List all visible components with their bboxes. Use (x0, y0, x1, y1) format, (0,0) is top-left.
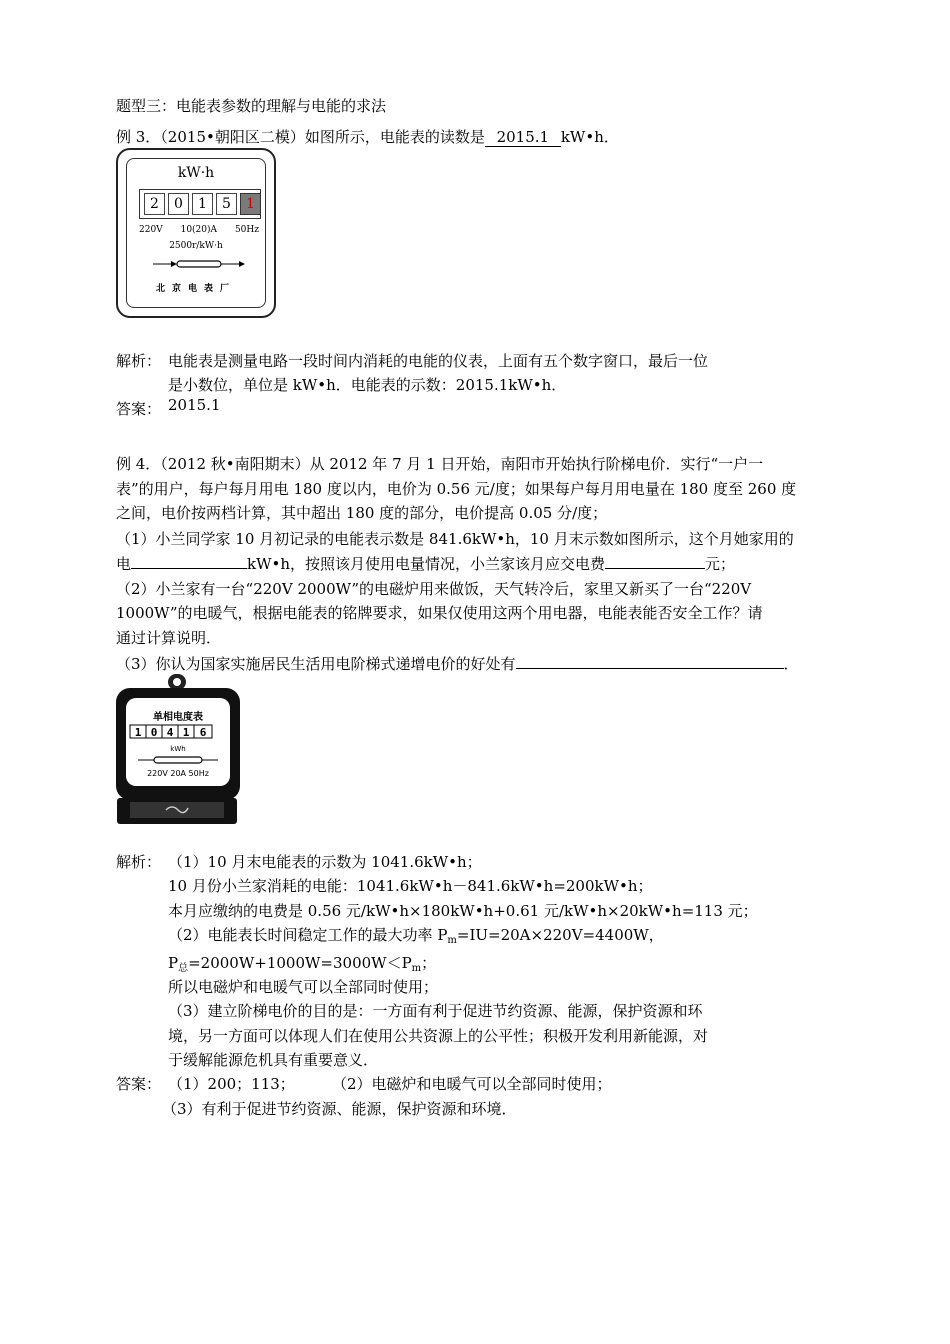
meter-digit: 2 (144, 193, 165, 215)
meter-digit: 1 (182, 726, 190, 739)
meter-frequency: 50Hz (234, 225, 259, 235)
subscript-total: 总 (178, 963, 189, 974)
meter-decimal-digit: 6 (199, 726, 207, 739)
example-4-analysis-label: 解析： (116, 853, 162, 871)
example-4-q2-line-3: 通过计算说明． (116, 629, 222, 647)
meter-digit: 0 (150, 726, 158, 739)
meter-spec: 220V 20A 50Hz (147, 769, 209, 778)
q1-energy-blank (131, 568, 247, 569)
analysis-line-6: 所以电磁炉和电暖气可以全部同时使用； (168, 978, 439, 996)
q3-text: （3）你认为国家实施居民生活用电阶梯式递增电价的好处有 (116, 655, 516, 673)
analysis-line-9: 于缓解能源危机具有重要意义． (168, 1051, 379, 1069)
q1-text-end: 元； (705, 555, 736, 573)
q3-end: ． (783, 655, 799, 673)
example-4-q1-line-2 (116, 554, 735, 574)
example-3-analysis-label: 解析： (116, 352, 162, 370)
meter-digit: 0 (168, 193, 189, 215)
example-4-q2-line-2: 1000W”的电暖气，根据电能表的铭牌要求，如果仅使用这两个用电器，电能表能否安全工作？请 (116, 604, 763, 622)
meter-decimal-digit: 1 (240, 193, 261, 215)
example-4-line-1: 例 4．（2012 秋•南阳期末）从 2012 年 7 月 1 日开始，南阳市开始执行阶梯电价．实行“一户一 (116, 455, 764, 473)
analysis-line-4 (168, 925, 664, 945)
example-4-answer-label: 答案： (116, 1075, 162, 1093)
q3-blank (516, 668, 784, 669)
meter-digit: 1 (192, 193, 213, 215)
analysis-line-8: 境，另一方面可以体现人们在使用公共资源上的公平性；积极开发利用新能源，对 (168, 1027, 709, 1045)
meter-voltage: 220V (139, 225, 163, 235)
q1-text-mid: kW•h，按照该月使用电量情况，小兰家该月应交电费 (247, 555, 606, 573)
meter-revolutions: 2500r/kW·h (169, 241, 223, 251)
analysis-line-5 (168, 953, 436, 973)
power-symbol: P (168, 954, 179, 972)
example-3-question (116, 127, 619, 147)
subscript-m: m (447, 935, 457, 946)
analysis-line-5-mid: =2000W+1000W=3000W＜P (188, 954, 412, 972)
q1-text-pre: 电 (116, 555, 132, 573)
example-3-answer-label: 答案： (116, 400, 162, 418)
answer-2: （2）电磁炉和电暖气可以全部同时使用； (332, 1075, 612, 1093)
analysis-line-3: 本月应缴纳的电费是 0.56 元/kW•h×180kW•h+0.61 元/kW•h×20kW•h=113 元； (168, 902, 758, 920)
analysis-line-1: （1）10 月末电能表的示数为 1041.6kW•h； (168, 853, 482, 871)
example-3-unit: kW•h． (560, 128, 619, 146)
section-title: 题型三：电能表参数的理解与电能的求法 (116, 97, 387, 115)
meter-current: 10(20)A (180, 225, 218, 235)
meter-disk-icon (154, 757, 202, 763)
meter-title: 单相电度表 (153, 712, 203, 723)
answer-3: （3）有利于促进节约资源、能源，保护资源和环境． (162, 1100, 517, 1118)
meter-unit-label: kWh (170, 745, 186, 753)
example-3-blank: 2015.1 (485, 128, 561, 147)
meter-disk-icon (153, 260, 245, 268)
analysis-line-4-post: =IU=20A×220V=4400W， (456, 926, 664, 944)
q1-fee-blank (605, 568, 705, 569)
meter-face (126, 158, 266, 308)
example-4-q2-line-1: （2）小兰家有一台“220V 2000W”的电磁炉用来做饭，天气转冷后，家里又新买了一台“220V (116, 580, 752, 598)
meter-spec (139, 225, 259, 235)
answer-1: （1）200；113； (168, 1075, 295, 1093)
example-3-answer: 2015.1 (168, 396, 221, 414)
analysis-line-7: （3）建立阶梯电价的目的是：一方面有利于促进节约资源、能源，保护资源和环 (168, 1002, 703, 1020)
example-4-line-2: 表”的用户，每户每月用电 180 度以内，电价为 0.56 元/度；如果每户每月用电量在 180 度至 260 度 (116, 480, 797, 498)
example-4-q3 (116, 654, 799, 674)
electric-meter-figure-2 (114, 674, 242, 824)
analysis-line-2: 10 月份小兰家消耗的电能：1041.6kW•h－841.6kW•h=200kW•h； (168, 877, 653, 895)
meter-unit-label: kW·h (177, 165, 215, 181)
meter-digit: 5 (216, 193, 237, 215)
example-3-analysis-line-2: 是小数位，单位是 kW•h．电能表的示数：2015.1kW•h． (168, 376, 567, 394)
meter-digit-window (139, 189, 261, 219)
electric-meter-figure-1 (116, 148, 276, 318)
meter-digit: 4 (166, 726, 174, 739)
analysis-line-4-text: （2）电能表长时间稳定工作的最大功率 P (168, 926, 448, 944)
example-4-q1-line-1: （1）小兰同学家 10 月初记录的电能表示数是 841.6kW•h，10 月末示数如图所示，这个月她家用的 (116, 530, 794, 548)
subscript-m: m (411, 963, 422, 974)
example-3-label: 例 3．（2015•朝阳区二模）如图所示，电能表的读数是 (116, 128, 485, 146)
meter-digit: 1 (134, 726, 142, 739)
meter-maker: 北京电表厂 (155, 284, 236, 294)
analysis-line-5-end: ； (421, 954, 437, 972)
example-4-line-3: 之间，电价按两档计算，其中超出 180 度的部分，电价提高 0.05 分/度； (116, 504, 608, 522)
example-3-analysis-line-1: 电能表是测量电路一段时间内消耗的电能的仪表，上面有五个数字窗口，最后一位 (168, 352, 709, 370)
